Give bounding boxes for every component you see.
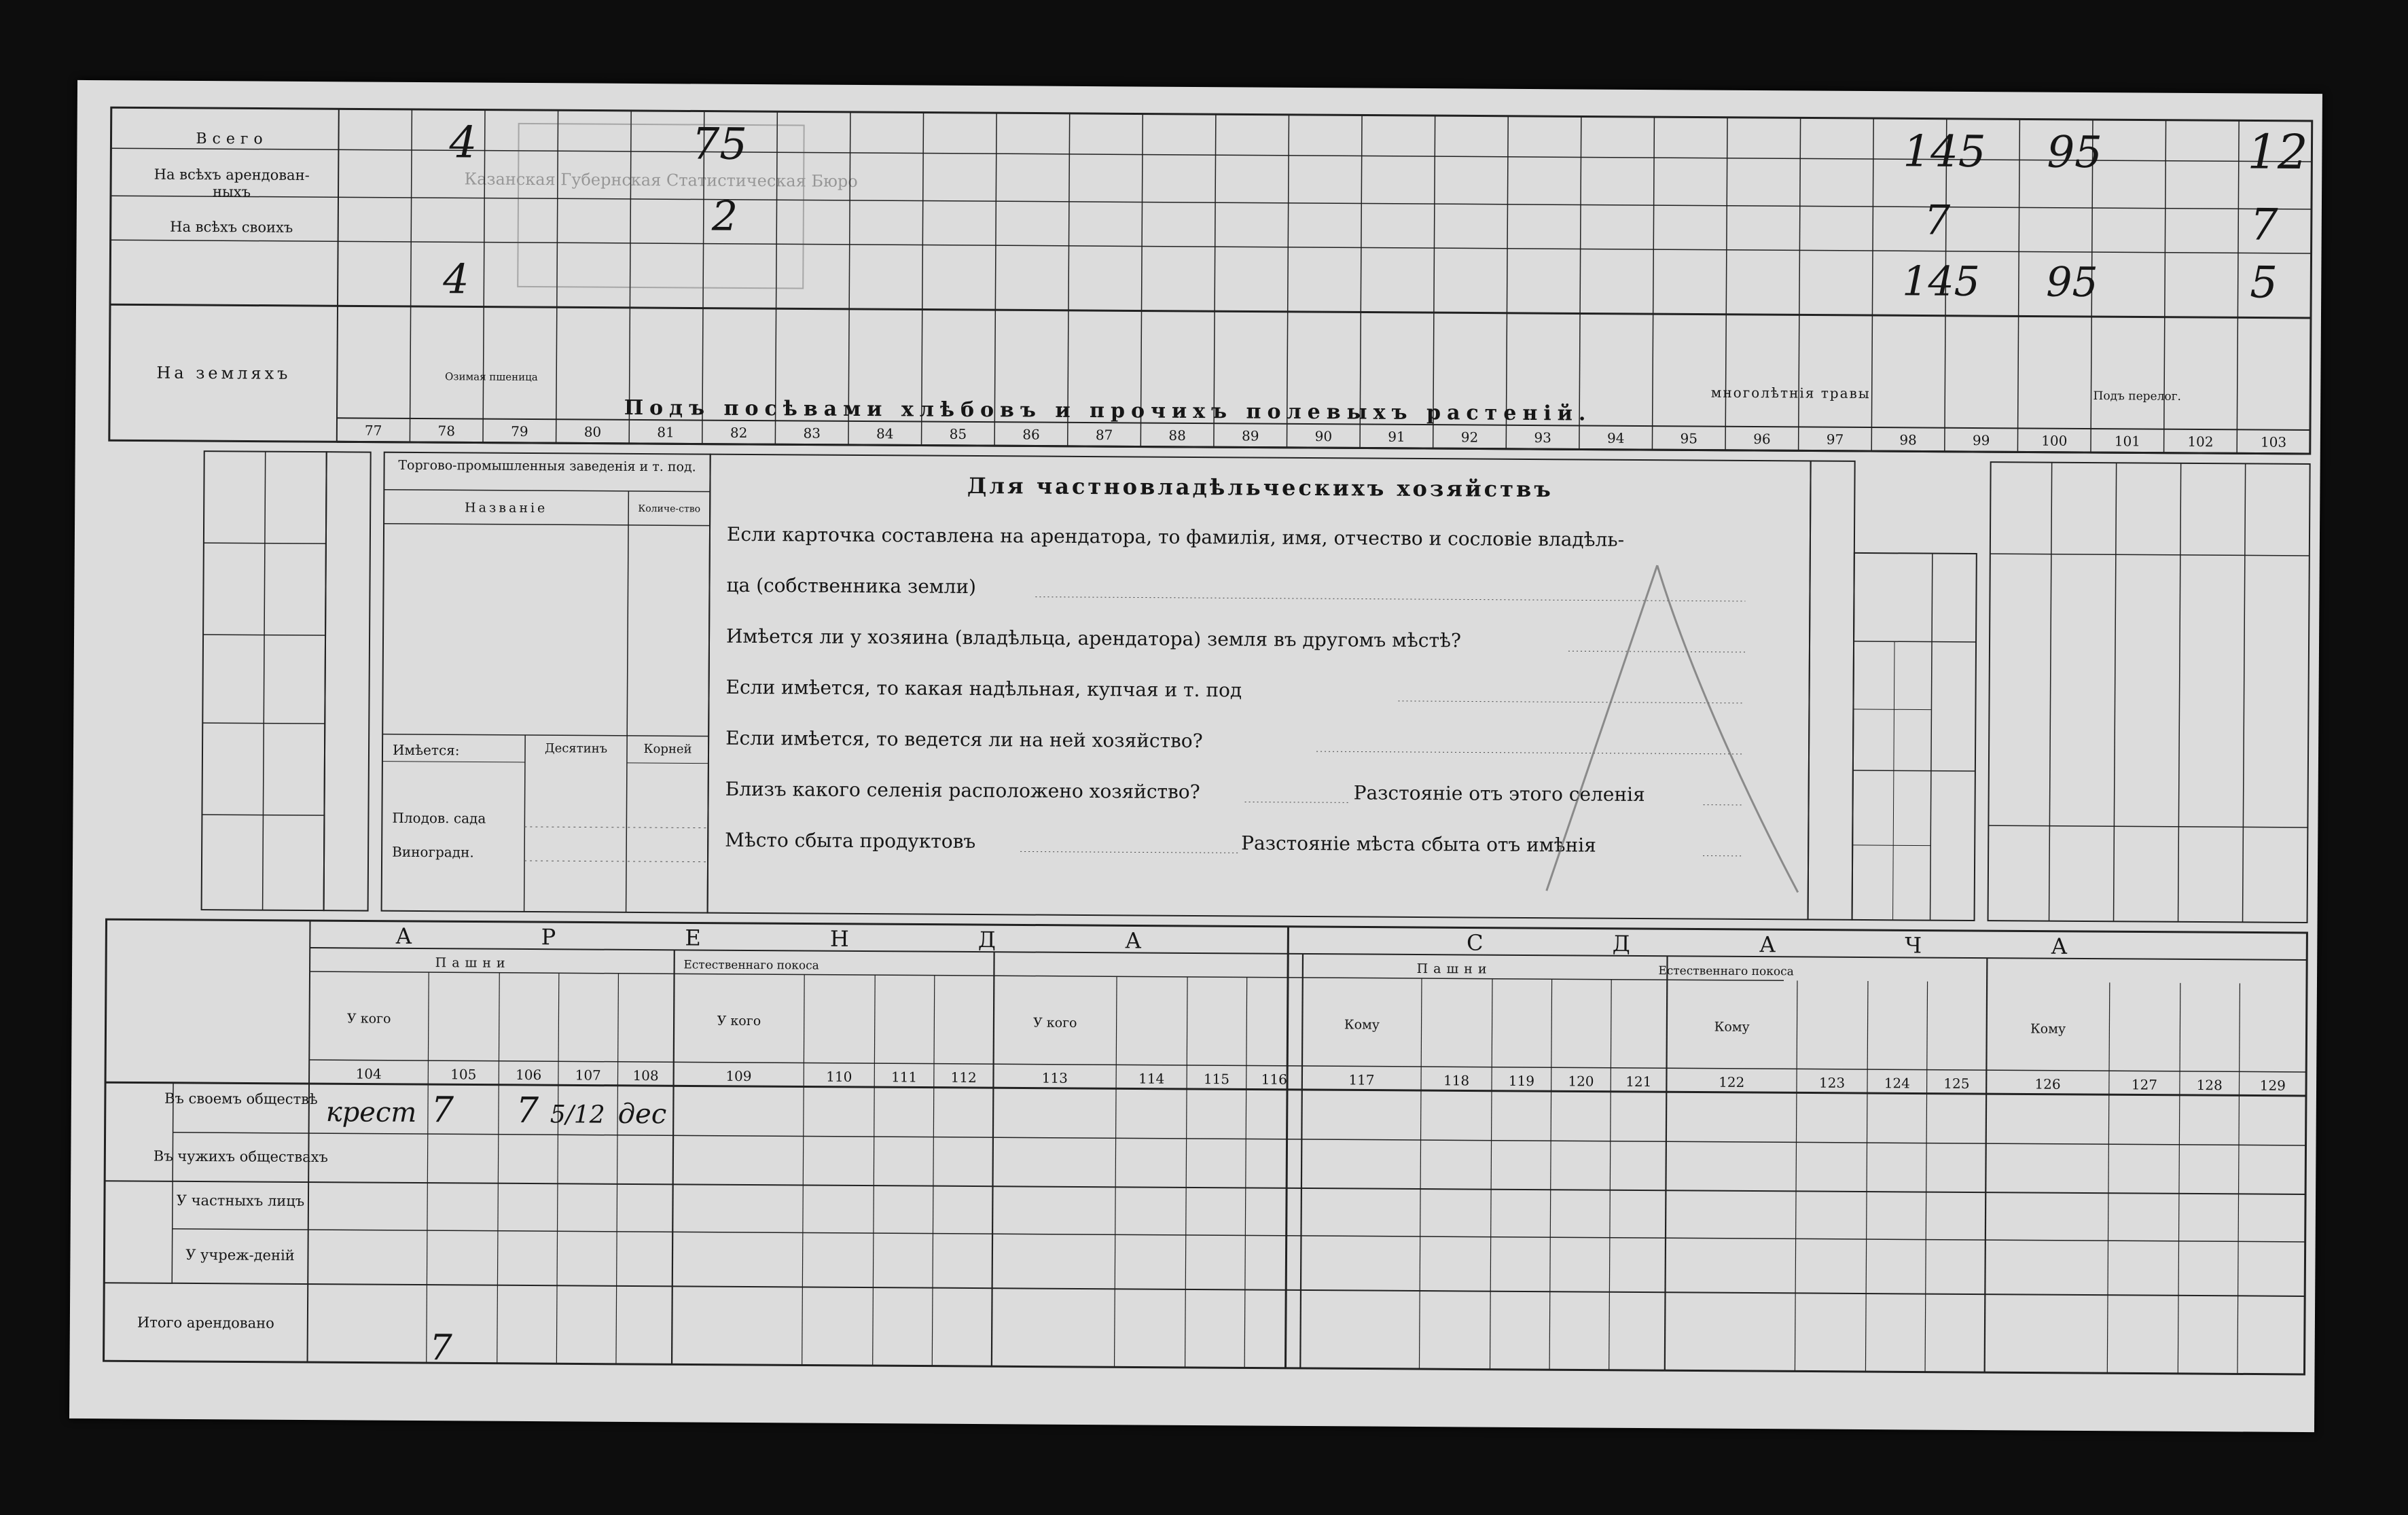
- bottom-col-num: 105: [450, 1066, 477, 1083]
- top-col-num: 85: [949, 425, 967, 442]
- row-vsego: Всего: [196, 130, 268, 148]
- bottom-col-label: У кого: [1032, 1015, 1077, 1031]
- hw-arenda-4: 5/12: [550, 1101, 605, 1129]
- bottom-handwriting: [324, 1089, 666, 1370]
- imeetsya-label: Имѣется:: [392, 741, 460, 759]
- sdacha-banner: С Д А Ч А: [1467, 929, 2129, 960]
- hw-vsego-1: 4: [449, 118, 478, 168]
- bottom-grid: [104, 919, 2307, 1374]
- center-line-8: Мѣсто сбыта продуктовъ: [725, 828, 976, 853]
- hw-svoi-3: 95: [2046, 258, 2098, 307]
- top-col-num: 78: [437, 423, 456, 440]
- bottom-col-label: Кому: [2030, 1021, 2066, 1037]
- hw-arenda-5: дес: [617, 1098, 667, 1130]
- hw-vsego-2: 75: [691, 119, 748, 170]
- mnogoletnie-label: многолѣтнія травы: [1710, 384, 1871, 402]
- stamp-text: Казанская Губернская Статистическая Бюро: [464, 169, 858, 191]
- bottom-col-num: 108: [632, 1067, 659, 1084]
- top-col-num: 102: [2187, 433, 2214, 450]
- hw-arenda-3: 7: [516, 1090, 539, 1132]
- top-col-num: 97: [1826, 431, 1844, 448]
- center-line-4: Если имѣется, то какая надѣльная, купчая и т. под: [725, 675, 1242, 702]
- top-col-num: 81: [657, 424, 675, 441]
- top-col-num: 90: [1314, 428, 1333, 445]
- torg-prom-block: [392, 458, 711, 862]
- bottom-col-num: 111: [891, 1069, 918, 1086]
- top-col-num: 92: [1460, 429, 1479, 446]
- top-col-num: 100: [2041, 432, 2068, 449]
- bottom-col-num: 114: [1138, 1070, 1165, 1087]
- hw-vsego-3: 145: [1903, 126, 1986, 178]
- top-col-num: 91: [1388, 428, 1405, 445]
- row-v-chuzhikh: Въ чужихъ обществахъ: [153, 1147, 328, 1166]
- row-itogo-arendovano: Итого арендовано: [137, 1314, 274, 1332]
- hw-arend-2: 7: [1924, 196, 1951, 245]
- bottom-col-num: 115: [1203, 1071, 1230, 1088]
- top-col-num: 82: [730, 424, 748, 441]
- bottom-col-num: 124: [1884, 1075, 1911, 1092]
- bottom-col-num: 116: [1261, 1071, 1287, 1088]
- top-handwriting: [442, 113, 2308, 315]
- center-line-5: Если имѣется, то ведется ли на ней хозяйство?: [725, 726, 1203, 753]
- bottom-col-num: 125: [1943, 1075, 1970, 1092]
- bottom-col-num: 129: [2259, 1077, 2286, 1094]
- hw-arend-3: 7: [2250, 200, 2278, 251]
- torg-nazvanie: Названіе: [465, 500, 548, 516]
- hw-vsego-5: 12: [2247, 124, 2308, 180]
- bottom-col-num: 110: [826, 1068, 852, 1085]
- census-card: [69, 80, 2322, 1432]
- torg-kolichestvo: Количе-ство: [638, 503, 701, 515]
- arenda-pokos: Естественнаго покоса: [683, 958, 819, 973]
- top-col-num: 96: [1753, 431, 1771, 448]
- row-uchrezhdeniy: У учреж-деній: [185, 1246, 295, 1264]
- top-col-num: 84: [876, 425, 894, 442]
- center-line-2: ца (собственника земли): [726, 573, 977, 599]
- plodov-label: Плодов. сада: [392, 809, 486, 827]
- top-column-numbers: [365, 423, 2286, 450]
- arenda-pashni: Пашни: [435, 955, 511, 971]
- row-arend-1: На всѣхъ арендован-: [154, 166, 310, 184]
- bottom-col-num: 112: [950, 1069, 977, 1086]
- top-col-num: 95: [1680, 430, 1698, 447]
- bottom-col-num: 119: [1508, 1072, 1535, 1090]
- top-col-num: 79: [511, 423, 528, 440]
- hw-arenda-2: 7: [431, 1090, 454, 1131]
- bottom-col-num: 106: [515, 1066, 542, 1084]
- center-line-9: Разстояніе мѣста сбыта отъ имѣнія: [1241, 832, 1596, 857]
- bottom-col-num: 113: [1041, 1069, 1068, 1086]
- top-col-num: 98: [1899, 431, 1917, 448]
- sdacha-pokos: Естественнаго покоса: [1658, 964, 1794, 979]
- card-svg: [69, 80, 2322, 1432]
- bottom-col-num: 127: [2131, 1076, 2158, 1093]
- bottom-col-num: 123: [1818, 1074, 1846, 1091]
- center-line-6: Близъ какого селенія расположено хозяйство?: [725, 777, 1200, 804]
- row-arend-2: ныхъ: [213, 183, 251, 200]
- hw-vsego-4: 95: [2047, 127, 2103, 179]
- center-title: Для частновладѣльческихъ хозяйствъ: [967, 472, 1553, 503]
- bottom-col-label: Кому: [1344, 1017, 1380, 1033]
- bottom-col-num: 107: [575, 1067, 601, 1084]
- bottom-col-num: 128: [2196, 1077, 2223, 1094]
- top-col-num: 89: [1241, 427, 1259, 444]
- row-chastnykh: У частныхъ лицъ: [176, 1192, 305, 1209]
- korney-label: Корней: [643, 742, 692, 757]
- pod-posevami-banner: Подъ посѣвами хлѣбовъ и прочихъ полевыхъ растеній.: [624, 395, 1592, 426]
- bottom-col-label: У кого: [346, 1011, 391, 1027]
- ozimaya-pshenitsa-label: Озимая пшеница: [444, 370, 538, 384]
- bottom-col-num: 120: [1568, 1073, 1594, 1090]
- bottom-headers: [395, 923, 2129, 981]
- hw-svoi-1: 4: [443, 255, 469, 304]
- bottom-col-num: 118: [1443, 1072, 1470, 1089]
- top-col-num: 80: [583, 423, 602, 440]
- bottom-col-num: 104: [355, 1065, 382, 1082]
- top-col-num: 88: [1168, 427, 1186, 444]
- arenda-banner: А Р Е Н Д А: [395, 923, 1203, 955]
- top-col-num: 87: [1095, 427, 1113, 444]
- bottom-col-num: 122: [1719, 1073, 1745, 1090]
- vinograd-label: Виноградн.: [392, 843, 474, 861]
- row-v-svoem: Въ своемъ обществѣ: [164, 1090, 318, 1108]
- top-col-num: 101: [2114, 433, 2141, 450]
- desyatin-label: Десятинъ: [544, 741, 608, 756]
- top-col-num: 99: [1972, 431, 1990, 449]
- top-col-num: 83: [803, 425, 821, 442]
- bottom-col-num: 126: [2034, 1075, 2061, 1092]
- hw-svoi-2: 145: [1902, 257, 1981, 306]
- center-line-1: Если карточка составлена на арендатора, то фамилія, имя, отчество и сословіе владѣль-: [726, 522, 1625, 551]
- na-zemlyakh-label: На земляхъ: [156, 363, 291, 383]
- top-col-num: 86: [1022, 426, 1040, 443]
- top-col-num: 103: [2260, 433, 2287, 450]
- sdacha-pashni: Пашни: [1416, 961, 1492, 977]
- bottom-col-label: У кого: [717, 1013, 761, 1029]
- center-line-7: Разстояніе отъ этого селенія: [1353, 781, 1645, 806]
- bottom-col-num: 121: [1625, 1073, 1652, 1090]
- top-col-num: 93: [1534, 429, 1551, 446]
- hw-svoi-4: 5: [2250, 257, 2278, 308]
- hw-itogo: 7: [429, 1327, 452, 1369]
- center-line-3: Имѣется ли у хозяина (владѣльца, арендатора) земля въ другомъ мѣстѣ?: [725, 624, 1462, 652]
- top-row-labels: [153, 130, 310, 383]
- center-block: [725, 471, 1801, 893]
- top-col-num: 77: [364, 422, 382, 439]
- bottom-col-num: 109: [725, 1067, 752, 1085]
- torg-title: Торгово-промышленныя заведенія и т. под.: [398, 457, 696, 475]
- top-col-num: 94: [1606, 429, 1625, 446]
- bottom-col-label: Кому: [1714, 1019, 1750, 1035]
- bottom-col-num: 117: [1348, 1071, 1375, 1088]
- stamp: [464, 123, 859, 289]
- row-svoi: На всѣхъ своихъ: [170, 218, 293, 236]
- pod-perelog-label: Подъ перелог.: [2093, 389, 2182, 404]
- hw-arenda-1: крест: [325, 1097, 417, 1129]
- hw-arend-1: 2: [711, 192, 738, 240]
